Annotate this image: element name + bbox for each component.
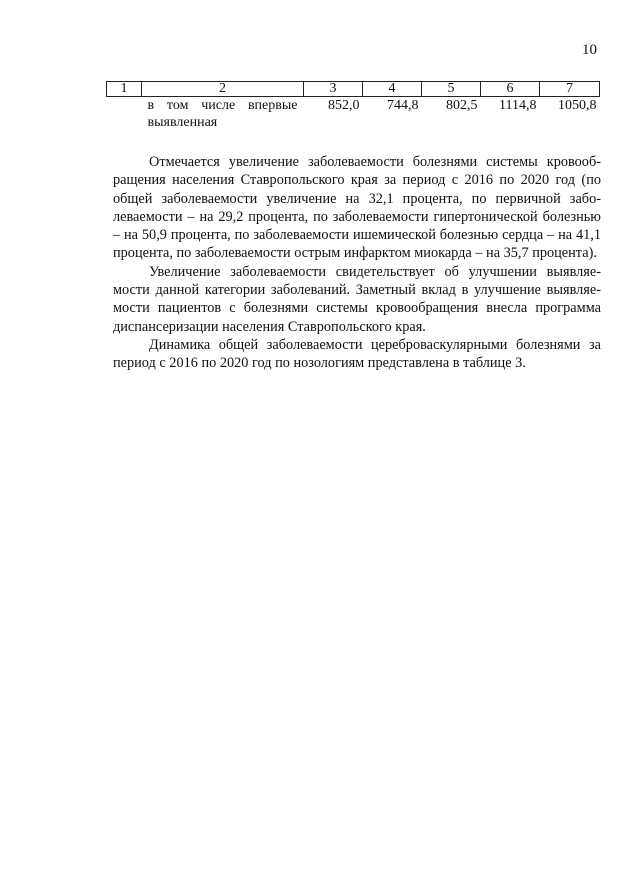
table-header-cell: 4 (363, 82, 422, 97)
table-cell-value: 852,0 (328, 98, 360, 113)
table-header-cell: 7 (540, 82, 600, 97)
paragraph: Увеличение заболеваемости свидетельствует об улучшении выявляемости данной категории заболеваний. Заметный вклад в улучшение выявляемости пациентов с болезнями системы кровообращения внесла программа диспансеризации населения Ставропольского края. (113, 263, 601, 335)
table-cell-value: 1114,8 (499, 98, 537, 113)
table-cell-empty (107, 97, 142, 132)
table-header-cell: 3 (304, 82, 363, 97)
statistics-table-fragment (106, 81, 600, 131)
table-header-cell: 1 (107, 82, 142, 97)
table-header-row (107, 82, 600, 97)
body-text (113, 153, 601, 373)
paragraph: Отмечается увеличение заболеваемости болезнями системы кровообращения населения Ставропольского края за период с 2016 по 2020 год (по общей заболеваемости увеличение на 32,1 процента, по первичной заболеваемости – на 29,2 процента, по заболеваемости гипертонической болезнью – на 50,9 процента, по заболеваемости ишемической болезнью сердца – на 41,1 процента, по заболеваемости острым инфарктом миокарда – на 35,7 процента). (113, 154, 601, 262)
paragraph: Динамика общей заболеваемости цереброваскулярными болезнями за период с 2016 по 2020 год по нозологиям представлена в таблице 3. (113, 336, 601, 372)
table-header-cell: 6 (481, 82, 540, 97)
page-number: 10 (582, 42, 597, 58)
table-header-cell: 2 (142, 82, 304, 97)
table-header-cell: 5 (422, 82, 481, 97)
table-cell-value: 802,5 (446, 98, 478, 113)
table-cell-value: 744,8 (387, 98, 419, 113)
table-row-label: в том числе впервые выявленная (147, 98, 298, 130)
table-cell-value: 1050,8 (558, 98, 597, 113)
table-row (107, 97, 600, 132)
